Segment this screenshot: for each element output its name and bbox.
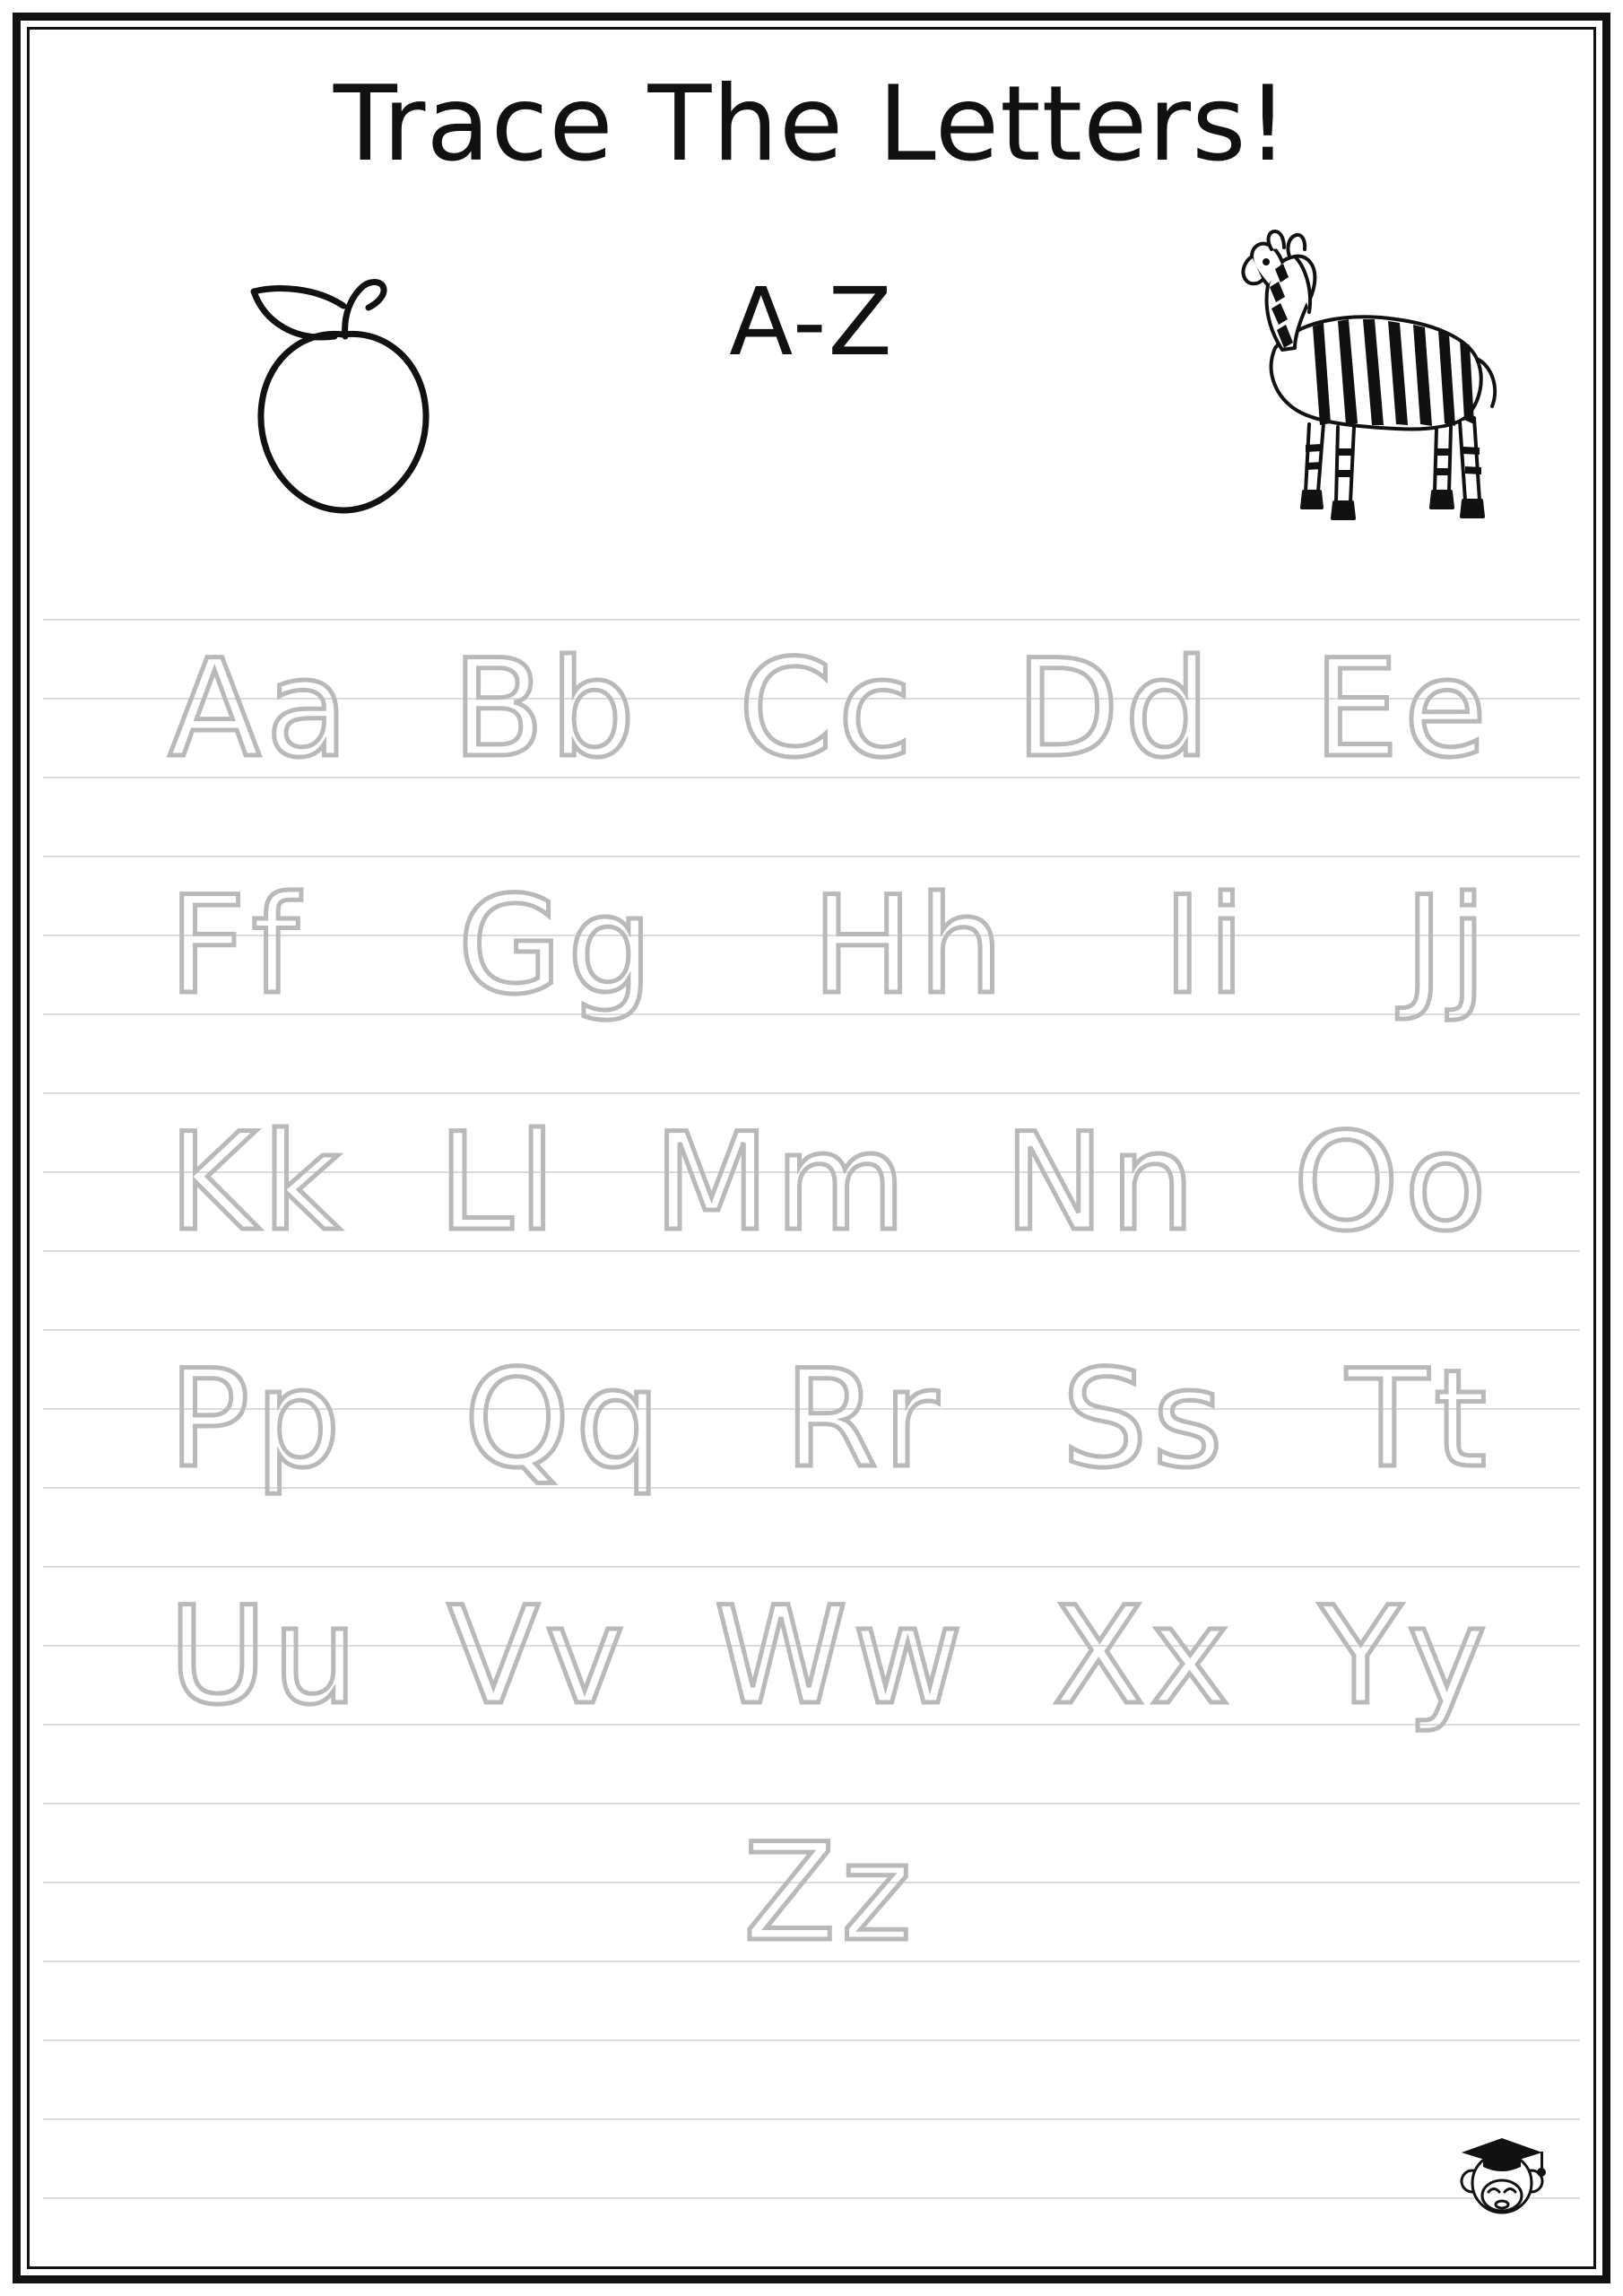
trace-glyph-lower: j (1449, 868, 1487, 1024)
trace-glyph-lower: h (918, 868, 1004, 1024)
letter-pair (743, 1808, 912, 1979)
trace-glyph-upper: H (812, 868, 914, 1024)
trace-glyph-lower: g (567, 868, 653, 1024)
letter-pair (715, 1571, 963, 1742)
trace-glyph-lower: o (1404, 1105, 1487, 1261)
apple-icon (209, 236, 478, 523)
trace-glyph-upper: T (1346, 1342, 1429, 1498)
trace-row (43, 1335, 1580, 1577)
worksheet-header (43, 43, 1580, 617)
letter-pair (438, 1098, 555, 1268)
trace-glyph-upper: N (1003, 1105, 1105, 1261)
letter-pair (169, 1335, 341, 1505)
letter-pair (1062, 1335, 1222, 1505)
trace-glyph-lower: q (575, 1342, 661, 1498)
trace-glyph-upper: R (784, 1342, 878, 1498)
trace-glyph-upper: X (1052, 1578, 1145, 1735)
trace-glyph-upper: Q (464, 1342, 570, 1498)
trace-glyph-upper: J (1404, 868, 1445, 1024)
trace-row (43, 1571, 1580, 1813)
trace-glyph-lower: y (1407, 1578, 1487, 1735)
trace-glyph-upper: L (438, 1105, 514, 1261)
trace-glyph-lower: t (1434, 1342, 1487, 1498)
trace-glyph-lower: b (550, 631, 636, 787)
rule-line (43, 2197, 1580, 2199)
trace-glyph-lower: d (1124, 631, 1211, 787)
trace-row (43, 1098, 1580, 1340)
trace-glyph-upper: I (1162, 868, 1202, 1024)
trace-glyph-lower: m (775, 1105, 907, 1261)
trace-glyph-lower: u (272, 1578, 358, 1735)
letter-pair (1163, 861, 1245, 1031)
trace-glyph-upper: A (169, 631, 261, 787)
trace-glyph-lower: l (518, 1105, 556, 1261)
trace-row (43, 624, 1580, 866)
trace-glyph-lower: v (544, 1578, 625, 1735)
letter-pair (464, 1335, 661, 1505)
trace-glyph-upper: K (169, 1105, 257, 1261)
letter-pair (452, 624, 635, 795)
zebra-illustration (1212, 222, 1508, 545)
letter-pair (1293, 1098, 1487, 1268)
letter-pair (169, 1571, 358, 1742)
trace-glyph-upper: C (738, 631, 833, 787)
letter-pair (169, 624, 349, 795)
trace-glyph-upper: O (1293, 1105, 1400, 1261)
page-title: Trace The Letters! (333, 64, 1290, 185)
letter-pair (1004, 1098, 1195, 1268)
trace-row (43, 1808, 1580, 2050)
trace-glyph-upper: W (714, 1578, 847, 1735)
letter-pair (654, 1098, 907, 1268)
trace-glyph-upper: Y (1319, 1578, 1402, 1735)
trace-glyph-lower: c (838, 631, 913, 787)
letter-pair (447, 1571, 624, 1742)
letter-pair (1053, 1571, 1230, 1742)
rule-line (43, 2118, 1580, 2120)
trace-glyph-lower: w (852, 1578, 963, 1735)
letter-pair (1016, 624, 1211, 795)
letter-pair (1404, 861, 1487, 1031)
tracing-sheet (43, 619, 1580, 2242)
trace-glyph-lower: k (262, 1105, 341, 1261)
trace-glyph-lower: f (251, 868, 299, 1024)
trace-glyph-upper: V (447, 1578, 540, 1735)
trace-glyph-lower: p (255, 1342, 341, 1498)
trace-glyph-upper: E (1313, 631, 1399, 787)
trace-glyph-lower: a (265, 631, 349, 787)
trace-glyph-lower: x (1150, 1578, 1230, 1735)
trace-glyph-lower: e (1403, 631, 1487, 787)
trace-glyph-upper: M (653, 1105, 770, 1261)
trace-glyph-upper: F (169, 868, 247, 1024)
letter-pair (169, 861, 299, 1031)
trace-glyph-lower: i (1207, 868, 1245, 1024)
trace-glyph-lower: r (882, 1342, 939, 1498)
letter-pair (739, 624, 912, 795)
trace-glyph-lower: z (841, 1815, 912, 1971)
trace-glyph-lower: s (1152, 1342, 1223, 1498)
trace-glyph-upper: Z (743, 1815, 836, 1971)
trace-glyph-upper: U (169, 1578, 267, 1735)
graduate-monkey-mascot-icon (1453, 2126, 1551, 2233)
letter-pair (1314, 624, 1487, 795)
trace-glyph-upper: B (452, 631, 545, 787)
letter-pair (1347, 1335, 1487, 1505)
page-subtitle: A-Z (729, 267, 894, 377)
letter-pair (1320, 1571, 1487, 1742)
trace-glyph-upper: D (1015, 631, 1120, 787)
trace-row (43, 861, 1580, 1103)
letter-pair (812, 861, 1003, 1031)
letter-pair (169, 1098, 340, 1268)
trace-glyph-upper: S (1062, 1342, 1148, 1498)
letter-pair (458, 861, 653, 1031)
trace-glyph-upper: G (457, 868, 562, 1024)
letter-pair (785, 1335, 939, 1505)
trace-glyph-upper: P (169, 1342, 250, 1498)
trace-glyph-lower: n (1109, 1105, 1195, 1261)
rule-line (43, 619, 1580, 621)
